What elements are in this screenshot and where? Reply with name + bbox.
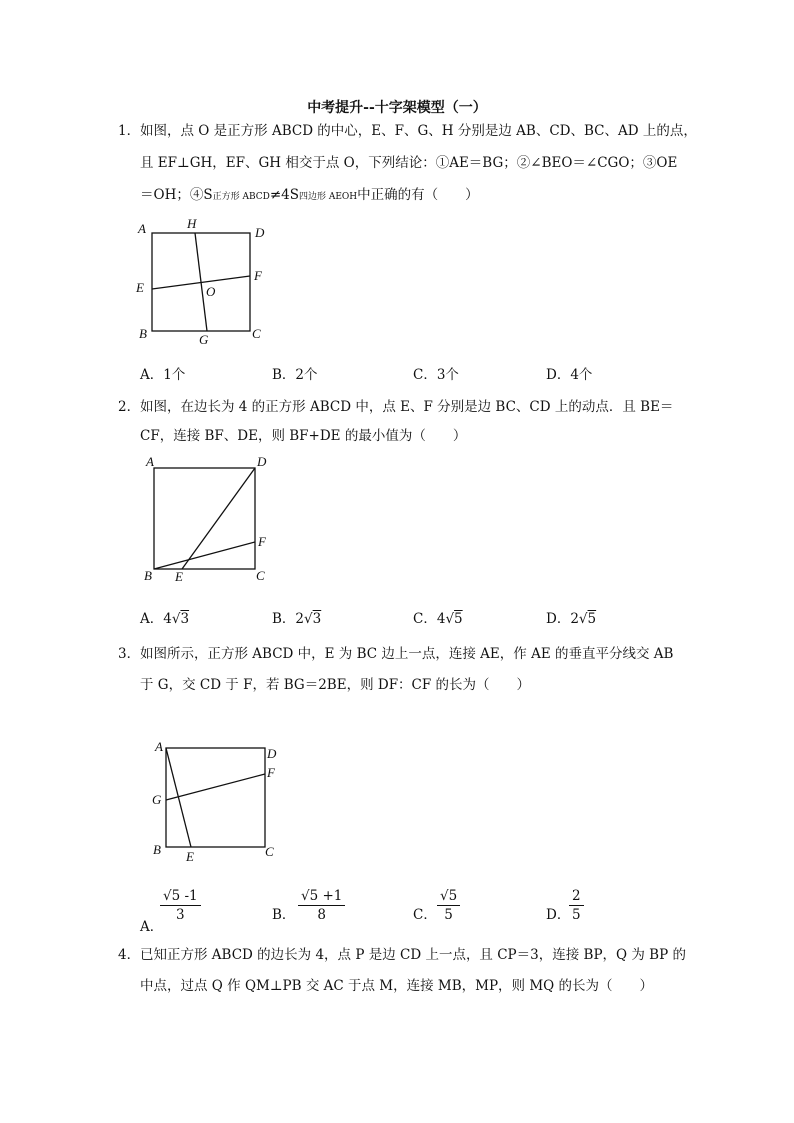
q3-segment-gf xyxy=(166,774,265,800)
q1-text-line3b: ≠4S xyxy=(269,187,299,203)
q3-label-f: F xyxy=(267,765,275,780)
q3-option-d-letter[interactable]: D． xyxy=(546,907,571,923)
q3-label-d: D xyxy=(267,746,277,761)
q3-option-c-fraction[interactable] xyxy=(437,888,460,923)
q1-text-line2: 且 EF⊥GH，EF、GH 相交于点 O，下列结论：①AE＝BG；②∠BEO＝∠CGO；③OE xyxy=(140,155,678,171)
q3-option-b-fraction[interactable] xyxy=(298,888,345,923)
q2-option-b-radicand: 3 xyxy=(312,611,322,627)
q2-segment-de xyxy=(182,468,255,569)
q3-option-c-numerator: √5 xyxy=(437,888,460,906)
q3-option-a-letter[interactable]: A． xyxy=(140,919,164,935)
q1-label-o: O xyxy=(206,284,216,299)
q2-label-a: A xyxy=(146,454,154,469)
q1-number: 1． xyxy=(118,123,141,139)
q2-label-e: E xyxy=(175,569,183,584)
q2-option-b[interactable]: B．2√3 xyxy=(272,611,322,627)
q2-figure xyxy=(154,468,255,569)
q2-option-a-coef: 4 xyxy=(163,611,172,627)
q2-option-c[interactable]: C．4√5 xyxy=(413,611,463,627)
q3-option-a-numerator: √5 -1 xyxy=(160,888,201,906)
q3-option-d-fraction[interactable] xyxy=(569,888,584,923)
q3-figure xyxy=(166,748,265,847)
q2-label-f: F xyxy=(258,534,266,549)
q3-label-a: A xyxy=(155,739,163,754)
q2-option-d-radicand: 5 xyxy=(587,611,597,627)
q1-option-a[interactable]: A．1个 xyxy=(140,367,186,383)
q2-text-line2: CF，连接 BF、DE，则 BF+DE 的最小值为（ ） xyxy=(140,428,467,444)
q4-text-line2: 中点，过点 Q 作 QM⊥PB 交 AC 于点 M，连接 MB，MP，则 MQ 的长为（ ） xyxy=(140,978,654,994)
q3-option-c-letter[interactable]: C． xyxy=(413,907,437,923)
q3-text-line1: 如图所示，正方形 ABCD 中，E 为 BC 边上一点，连接 AE，作 AE 的垂直平分线交 AB xyxy=(140,646,674,662)
q2-option-a-letter: A． xyxy=(140,611,164,627)
q1-figure xyxy=(152,233,250,331)
q1-option-b[interactable]: B．2个 xyxy=(272,367,318,383)
q1-label-c: C xyxy=(252,326,261,341)
q1-text-line3a: ＝OH；④S xyxy=(140,187,213,203)
q1-option-d[interactable]: D．4个 xyxy=(546,367,593,383)
q3-label-g: G xyxy=(152,792,162,807)
q2-label-c: C xyxy=(256,568,265,583)
q1-subscript-quad: 四边形 AEOH xyxy=(299,192,358,202)
q2-option-b-letter: B． xyxy=(272,611,296,627)
q1-label-e: E xyxy=(136,280,144,295)
q1-text-line1: 如图，点 O 是正方形 ABCD 的中心，E、F、G、H 分别是边 AB、CD、BC、AD 上的点， xyxy=(140,123,697,139)
q2-option-c-letter: C． xyxy=(413,611,437,627)
q2-option-d-letter: D． xyxy=(546,611,571,627)
q1-label-f: F xyxy=(254,268,262,283)
q3-option-b-numerator: √5 +1 xyxy=(298,888,345,906)
q3-number: 3． xyxy=(118,646,141,662)
q3-option-d-numerator: 2 xyxy=(569,888,584,906)
q3-text-line2: 于 G，交 CD 于 F，若 BG＝2BE，则 DF：CF 的长为（ ） xyxy=(140,677,531,693)
q3-option-b-letter[interactable]: B． xyxy=(272,907,296,923)
q3-option-b-denominator: 8 xyxy=(317,907,326,923)
q1-label-a: A xyxy=(138,221,146,236)
q2-number: 2． xyxy=(118,399,141,415)
q2-option-a[interactable]: A．4√3 xyxy=(140,611,190,627)
q1-label-h: H xyxy=(187,216,197,231)
q2-label-b: B xyxy=(144,568,152,583)
q2-square xyxy=(154,468,255,569)
q3-square xyxy=(166,748,265,847)
q3-label-c: C xyxy=(265,844,274,859)
q2-option-c-coef: 4 xyxy=(436,611,446,627)
q3-option-a-fraction[interactable] xyxy=(160,888,201,923)
q2-segment-bf xyxy=(154,542,255,569)
q4-number: 4． xyxy=(118,947,141,963)
q2-option-a-radicand: 3 xyxy=(180,611,190,627)
q2-option-b-coef: 2 xyxy=(295,611,305,627)
q3-option-c-denominator: 5 xyxy=(444,907,453,923)
q1-option-c[interactable]: C．3个 xyxy=(413,367,459,383)
q3-label-b: B xyxy=(153,842,161,857)
q2-option-d[interactable]: D．2√5 xyxy=(546,611,597,627)
q3-segment-ae xyxy=(166,748,191,847)
q1-label-g: G xyxy=(199,332,209,347)
q3-option-d-denominator: 5 xyxy=(572,907,581,923)
q2-text-line1: 如图，在边长为 4 的正方形 ABCD 中，点 E、F 分别是边 BC、CD 上的动点．且 BE＝ xyxy=(140,399,674,415)
q3-label-e: E xyxy=(186,849,194,864)
q2-option-d-coef: 2 xyxy=(570,611,579,627)
q2-label-d: D xyxy=(257,454,267,469)
q4-text-line1: 已知正方形 ABCD 的边长为 4，点 P 是边 CD 上一点，且 CP＝3，连接 BP，Q 为 BP 的 xyxy=(140,947,686,963)
q1-text-line3c: 中正确的有（ ） xyxy=(357,187,479,203)
q1-label-d: D xyxy=(255,225,265,240)
page-title: 中考提升--十字架模型（一） xyxy=(307,100,487,116)
q1-label-b: B xyxy=(139,326,147,341)
q2-option-c-radicand: 5 xyxy=(454,611,463,627)
q3-option-a-denominator: 3 xyxy=(176,907,185,923)
q1-subscript-square: 正方形 ABCD xyxy=(212,192,270,202)
